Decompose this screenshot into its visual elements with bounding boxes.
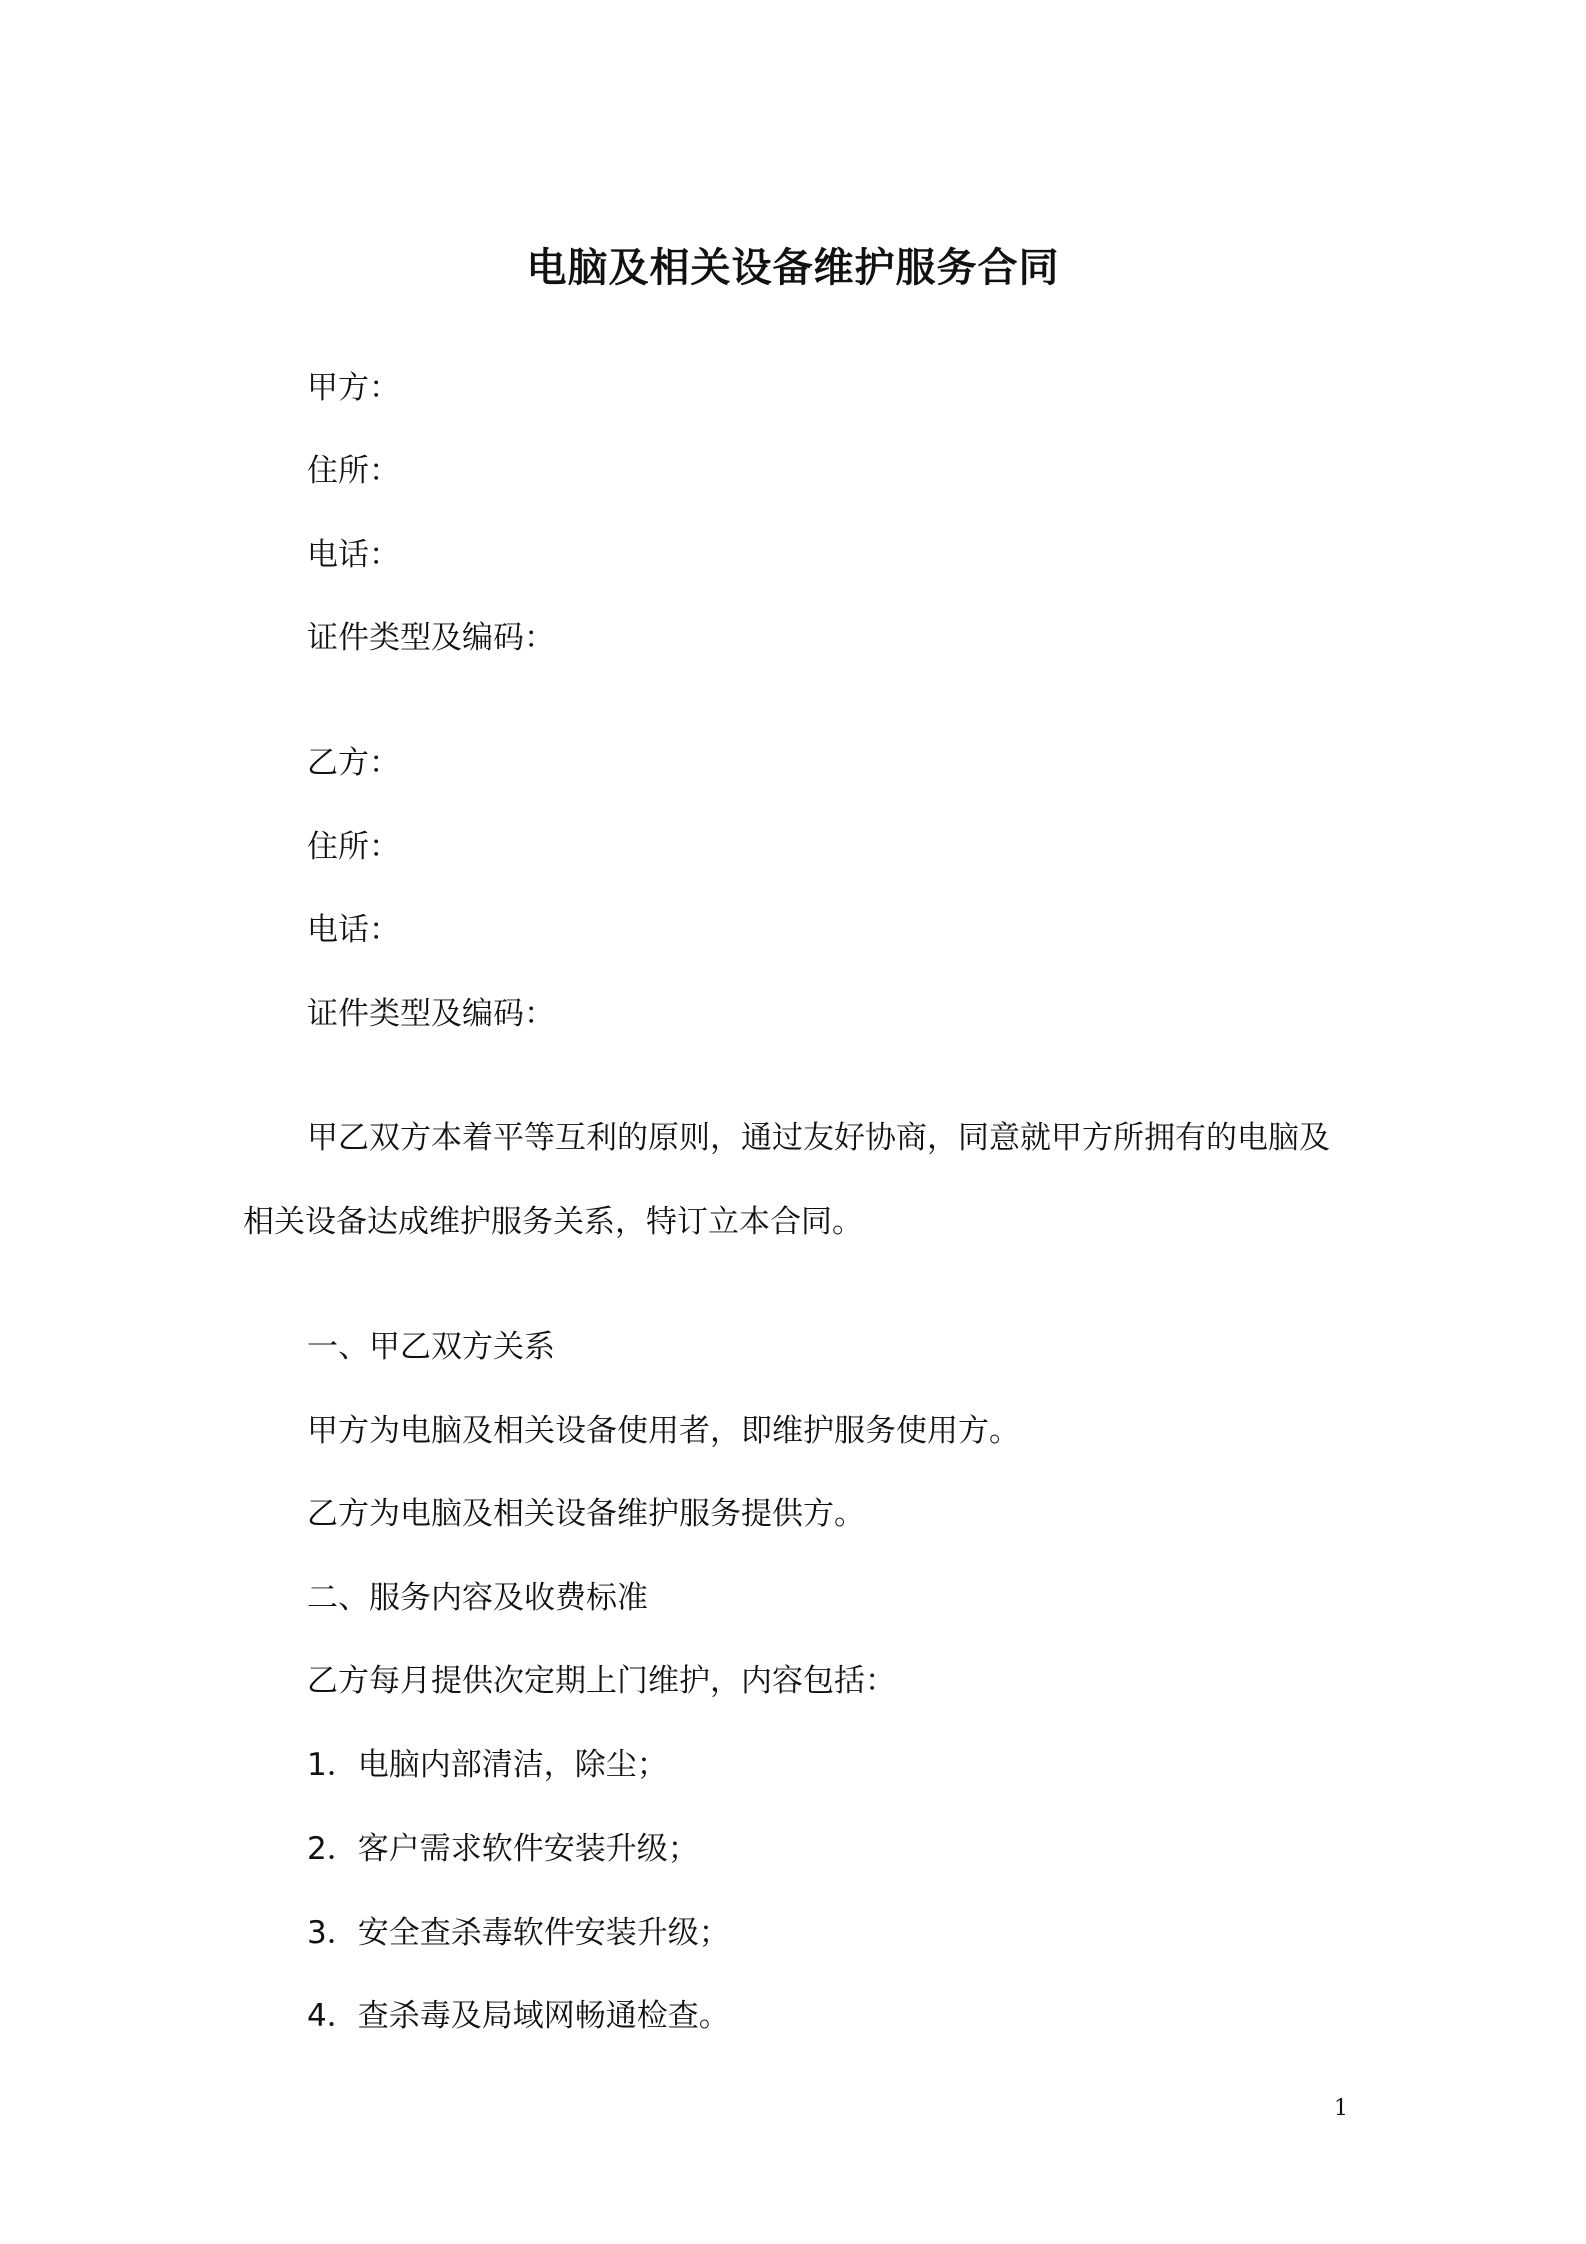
- party-b-id-label: 证件类型及编码：: [307, 996, 555, 1032]
- party-a-phone-label: 电话：: [307, 537, 400, 573]
- page-number: 1: [1334, 2096, 1348, 2121]
- preamble-line-1: 甲乙双方本着平等互利的原则，通过友好协商，同意就甲方所拥有的电脑及: [307, 1120, 1330, 1156]
- list-item: 1．电脑内部清洁，除尘；: [307, 1747, 668, 1783]
- list-item: 3．安全查杀毒软件安装升级；: [307, 1915, 730, 1951]
- party-b-phone-label: 电话：: [307, 912, 400, 948]
- preamble-paragraph: [243, 1118, 1363, 1242]
- section-2-intro: 乙方每月提供次定期上门维护，内容包括：: [307, 1663, 896, 1699]
- list-item: 4．查杀毒及局域网畅通检查。: [307, 1998, 730, 2034]
- preamble-line-2: 相关设备达成维护服务关系，特订立本合同。: [243, 1204, 863, 1240]
- section-1-paragraph-2: 乙方为电脑及相关设备维护服务提供方。: [307, 1496, 865, 1532]
- section-1-paragraph-1: 甲方为电脑及相关设备使用者，即维护服务使用方。: [307, 1413, 1020, 1449]
- section-1-heading: 一、甲乙双方关系: [307, 1329, 555, 1365]
- list-item: 2．客户需求软件安装升级；: [307, 1831, 699, 1867]
- party-a-name-label: 甲方：: [307, 370, 400, 406]
- party-a-address-label: 住所：: [307, 453, 400, 489]
- party-b-address-label: 住所：: [307, 829, 400, 865]
- party-a-id-label: 证件类型及编码：: [307, 620, 555, 656]
- section-2-heading: 二、服务内容及收费标准: [307, 1580, 648, 1616]
- contract-title: 电脑及相关设备维护服务合同: [526, 245, 1060, 291]
- party-b-name-label: 乙方：: [307, 745, 400, 781]
